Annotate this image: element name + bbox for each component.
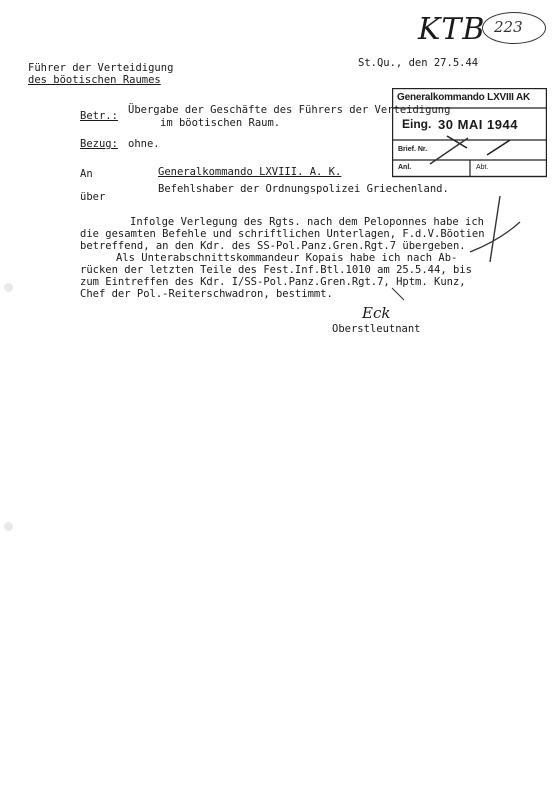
signature-rank: Oberstleutnant	[332, 323, 421, 335]
punch-hole-top	[4, 283, 13, 292]
archive-mark: KTB	[418, 12, 486, 47]
subject-line-1: Übergabe der Geschäfte des Führers der Verteidigung	[128, 104, 451, 116]
stamp-copies-label: Abt.	[476, 164, 489, 171]
stamp-attachments-label: Anl.	[398, 164, 412, 171]
stamp-journal-label: Brief. Nr.	[398, 146, 428, 153]
punch-hole-bottom	[4, 522, 13, 531]
stamp-header: Generalkommando LXVIII AK	[397, 92, 530, 103]
reference-label: Bezug:	[80, 138, 118, 150]
body-line: zum Eintreffen des Kdr. I/SS-Pol.Panz.Gren.Rgt.7, Hptm. Kunz,	[80, 276, 466, 288]
body-line: rücken der letzten Teile des Fest.Inf.Btl.1010 am 25.5.44, bis	[80, 264, 472, 276]
sender-line-2: des böotischen Raumes	[28, 74, 161, 86]
to-value: Generalkommando LXVIII. A. K.	[158, 166, 342, 178]
body-line: Infolge Verlegung des Rgts. nach dem Peloponnes habe ich	[130, 216, 485, 228]
reference-value: ohne.	[128, 138, 160, 150]
body-line: Chef der Pol.-Reiterschwadron, bestimmt.	[80, 288, 333, 300]
signature-initials: Eck	[362, 304, 391, 322]
to-label: An	[80, 168, 93, 180]
subject-line-2: im böotischen Raum.	[160, 117, 281, 129]
via-label: über	[80, 191, 106, 203]
stamp-received-label: Eing.	[402, 117, 432, 131]
via-value: Befehlshaber der Ordnungspolizei Griechenland.	[158, 183, 449, 195]
archive-number: 223	[494, 18, 523, 36]
receipt-stamp	[392, 88, 547, 178]
stamp-received-date: 30 MAI 1944	[438, 117, 518, 132]
sender-line-1: Führer der Verteidigung	[28, 62, 174, 74]
body-line: die gesamten Befehle und schriftlichen Unterlagen, F.d.V.Böotien	[80, 228, 485, 240]
subject-label: Betr.:	[80, 110, 118, 122]
body-line: betreffend, an den Kdr. des SS-Pol.Panz.Gren.Rgt.7 übergeben.	[80, 240, 466, 252]
place-date: St.Qu., den 27.5.44	[358, 57, 479, 69]
body-line: Als Unterabschnittskommandeur Kopais habe ich nach Ab-	[116, 252, 458, 264]
